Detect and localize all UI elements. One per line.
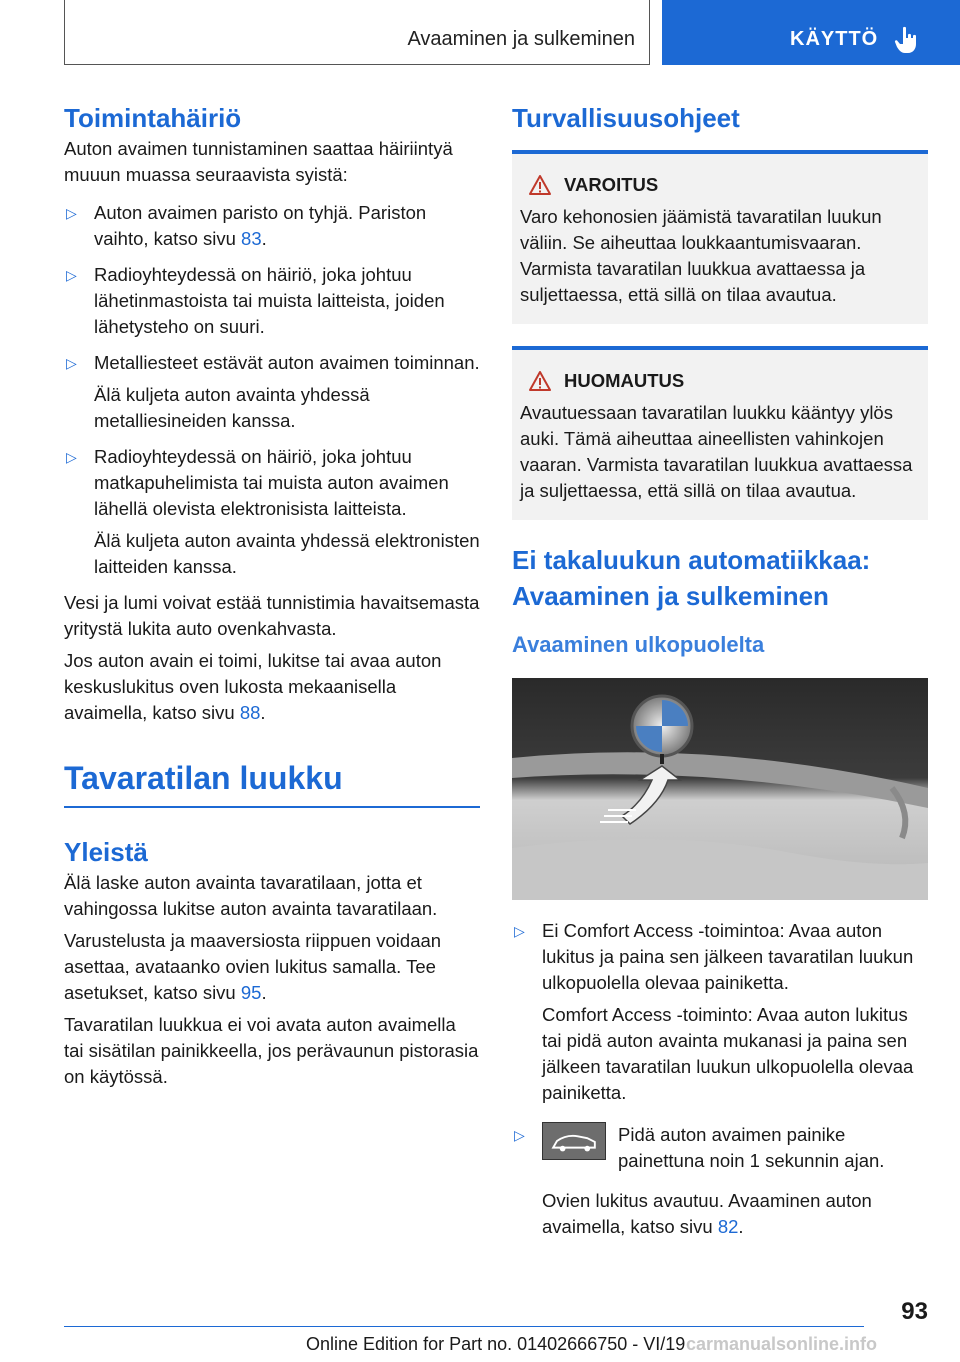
list-item-text: Auton avaimen paristo on tyhjä. Pariston vaihto, katso sivu: [94, 202, 427, 249]
header-chapter-tab: [662, 0, 960, 65]
list-item: [64, 262, 480, 340]
notice-title: HUOMAUTUS: [564, 370, 685, 391]
safety-heading: Turvallisuusohjeet: [512, 103, 740, 133]
list-item-text-end: .: [261, 228, 267, 249]
malfunction-heading: Toimintahäiriö: [64, 103, 242, 133]
paragraph-text: Varustelusta ja maaversiosta riippuen voidaan asettaa, avataanko ovien lukitus samalla. Tee asetukset, katso sivu: [64, 930, 442, 1003]
right-column: [512, 100, 928, 1250]
warning-body: Varo kehonosien jäämistä tavaratilan luukun väliin. Se aiheuttaa loukkaantumisvaaran. Varmista tavaratilan luukkua avattaessa ja suljettaessa, että sillä on tilaa avautua.: [520, 206, 882, 305]
no-automatic-heading: Ei takaluukun automatiikkaa: Avaaminen ja sulkeminen: [512, 545, 871, 611]
triangle-bullet-icon: ▷: [66, 449, 77, 465]
page-link-88[interactable]: 88: [239, 702, 261, 723]
triangle-bullet-icon: ▷: [514, 1127, 525, 1143]
list-item-text: Metalliesteet estävät auton avaimen toiminnan.: [94, 352, 480, 373]
warning-title-row: [528, 174, 920, 196]
paragraph: [64, 648, 480, 726]
outside-heading: Avaaminen ulkopuolelta: [512, 632, 765, 657]
list-item-text: Radioyhteydessä on häiriö, joka johtuu lähetinmastoista tai muista laitteista, joiden lähetysteho on suuri.: [94, 264, 445, 337]
warning-title: VAROITUS: [564, 174, 659, 195]
page-link-95[interactable]: 95: [240, 982, 262, 1003]
list-item-note: Älä kuljeta auton avainta yhdessä elektronisten laitteiden kanssa.: [94, 530, 480, 577]
paragraph: Vesi ja lumi voivat estää tunnistimia havaitsemasta yritystä lukita auto ovenkahvasta.: [64, 592, 480, 639]
footer-edition: Online Edition for Part no. 01402666750 - VI/19: [306, 1334, 686, 1354]
note-text-end: .: [738, 1216, 744, 1237]
header-section-title: Avaaminen ja sulkeminen: [407, 28, 635, 50]
hand-pointer-icon: [894, 26, 920, 54]
note-text: Ovien lukitus avautuu. Avaaminen auton avaimella, katso sivu: [542, 1190, 872, 1237]
triangle-bullet-icon: ▷: [514, 923, 525, 939]
page-link-83[interactable]: 83: [241, 228, 262, 249]
list-item-text: Ei Comfort Access -toimintoa: Avaa auton lukitus ja paina sen jälkeen tavaratilan luukun ulkopuolella olevaa painiketta.: [542, 920, 914, 993]
tailgate-button-photo: [512, 678, 928, 900]
list-item: [64, 200, 480, 252]
page-number: 93: [901, 1298, 928, 1325]
list-item-note: [542, 1188, 928, 1240]
warning-box: [512, 150, 928, 324]
paragraph: Tavaratilan luukkua ei voi avata auton avaimella tai sisätilan painikkeella, jos perävaunun pistorasia on käytössä.: [64, 1014, 479, 1087]
paragraph-text-end: .: [260, 702, 266, 723]
list-item: [512, 918, 928, 1106]
paragraph: [64, 928, 480, 1006]
heading-divider: [64, 806, 480, 808]
notice-triangle-icon: [528, 370, 552, 392]
left-column: [64, 100, 480, 1096]
tailgate-heading: Tavaratilan luukku: [64, 760, 343, 796]
notice-title-row: [528, 370, 920, 392]
footer-divider: [64, 1326, 864, 1327]
triangle-bullet-icon: ▷: [66, 267, 77, 283]
list-item: [512, 1122, 928, 1240]
header-section-box: [64, 0, 650, 65]
malfunction-list: [64, 200, 480, 580]
list-item: [64, 350, 480, 434]
notice-box: [512, 346, 928, 520]
paragraph-text: Jos auton avain ei toimi, lukitse tai avaa auton keskuslukitus oven lukosta mekaanisella avaimella, katso sivu: [64, 650, 442, 723]
car-trunk-button-icon: [542, 1122, 606, 1160]
list-item-note: Comfort Access -toiminto: Avaa auton lukitus tai pidä auton avainta mukanasi ja paina sen jälkeen tavaratilan luukun ulkopuolella olevaa painiketta.: [542, 1004, 914, 1103]
warning-triangle-icon: [528, 174, 552, 196]
paragraph-text-end: .: [261, 982, 267, 1003]
notice-body: Avautuessaan tavaratilan luukku kääntyy ylös auki. Tämä aiheuttaa aineellisten vahinkojen vaaran. Varmista tavaratilan luukkua avattaessa ja suljettaessa, että sillä on tilaa avautua.: [520, 402, 913, 501]
key-button-row: [542, 1122, 928, 1180]
page-link-82[interactable]: 82: [717, 1216, 739, 1237]
general-heading: Yleistä: [64, 837, 148, 867]
list-item-text: Radioyhteydessä on häiriö, joka johtuu matkapuhelimista tai muista auton avaimen lähellä olevista elektronisista laitteista.: [94, 446, 449, 519]
triangle-bullet-icon: ▷: [66, 355, 77, 371]
malfunction-intro: Auton avaimen tunnistaminen saattaa häiriintyä muuun muassa seuraavista syistä:: [64, 138, 453, 185]
list-item-note: Älä kuljeta auton avainta yhdessä metalliesineiden kanssa.: [94, 384, 370, 431]
header-chapter-label: KÄYTTÖ: [790, 28, 879, 50]
watermark: carmanualsonline.info: [686, 1334, 878, 1354]
open-steps-list: [512, 918, 928, 1240]
paragraph: Älä laske auton avainta tavaratilaan, jotta et vahingossa lukitse auton avainta tavaratilaan.: [64, 872, 438, 919]
list-item-text: Pidä auton avaimen painike painettuna noin 1 sekunnin ajan.: [618, 1124, 885, 1171]
triangle-bullet-icon: ▷: [66, 205, 77, 221]
list-item: [64, 444, 480, 580]
